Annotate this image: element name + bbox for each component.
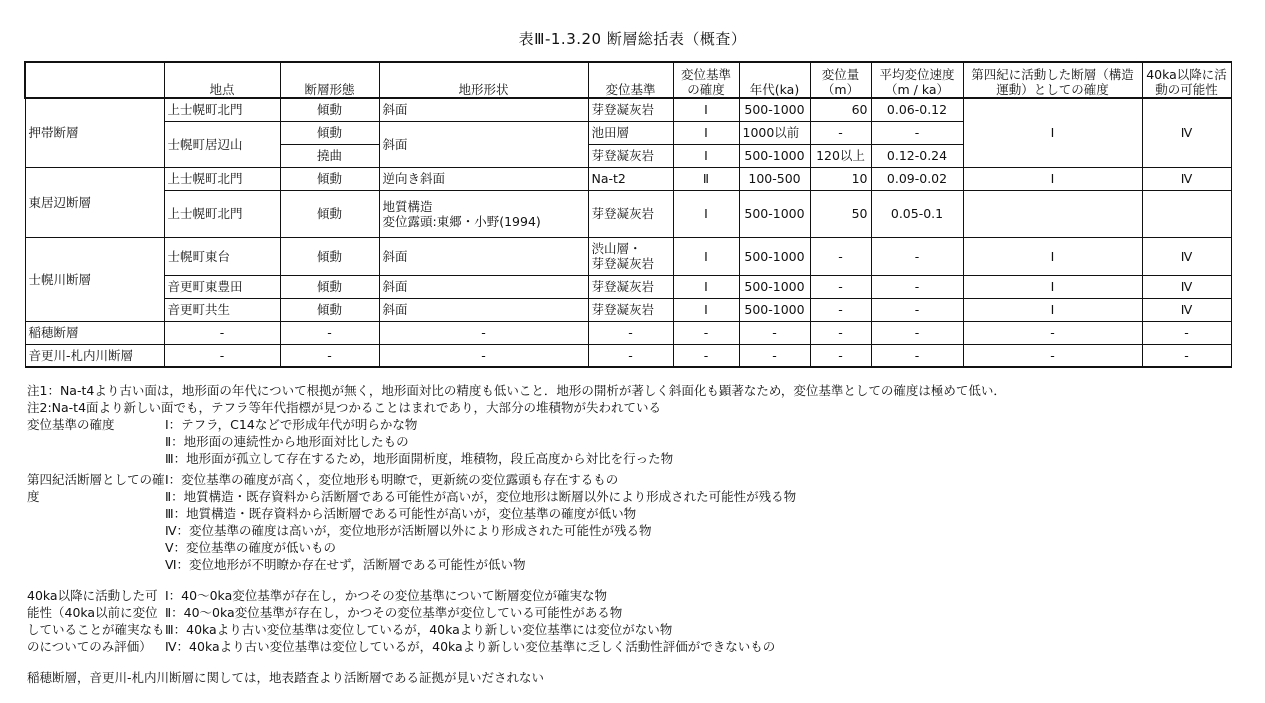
cell-form: 傾動 [280, 98, 379, 121]
cell-displacement: 60 [810, 98, 871, 121]
table-row [25, 321, 1231, 344]
table-row [25, 98, 1231, 121]
cell-form: 傾動 [280, 298, 379, 321]
legend-item: Ⅵ：変位地形が不明瞭か存在せず，活断層である可能性が低い物 [165, 557, 526, 572]
cell-rate: - [871, 121, 963, 144]
cell-rate: - [871, 298, 963, 321]
cell-rate: 0.12-0.24 [871, 144, 963, 167]
header-terrain: 地形形状 [379, 62, 588, 98]
cell-rate: 0.09-0.02 [871, 167, 963, 190]
legend-item: Ⅳ：40kaより古い変位基準は変位しているが，40kaより新しい変位基準に乏しく活動性評価ができないもの [165, 639, 776, 654]
cell-age: 1000以前 [739, 121, 810, 144]
cell-rate: - [871, 321, 963, 344]
cell-point: 音更町東豊田 [164, 275, 280, 298]
cell-certainty: Ⅰ [673, 98, 739, 121]
table-row [25, 298, 1231, 321]
cell-point: - [164, 321, 280, 344]
cell-certainty: Ⅰ [673, 190, 739, 237]
cell-datum: 芽登凝灰岩 [588, 98, 673, 121]
cell-displacement: - [810, 237, 871, 275]
cell-point: - [164, 344, 280, 367]
cell-datum: 芽登凝灰岩 [588, 190, 673, 237]
legend-item: Ⅰ：テフラ，C14などで形成年代が明らかな物 [165, 417, 418, 432]
cell-form: 傾動 [280, 190, 379, 237]
legend-quaternary-label: 第四紀活断層としての確度 [27, 472, 165, 504]
cell-displacement: - [810, 344, 871, 367]
note-2: 注2:Na-t4面より新しい面でも，テフラ等年代指標が見つかることはまれであり，大部分の堆積物が失われている [27, 400, 662, 415]
cell-age: 500-1000 [739, 298, 810, 321]
fault-name-higashiori: 東居辺断層 [25, 167, 164, 237]
cell-certainty: Ⅰ [673, 237, 739, 275]
footer-note: 稲穂断層，音更川-札内川断層に関しては，地表踏査より活断層である証拠が見いだされない [27, 670, 545, 685]
cell-form: 傾動 [280, 237, 379, 275]
cell-terrain: 斜面 [379, 121, 588, 167]
cell-age: 100-500 [739, 167, 810, 190]
legend-item: Ⅳ：変位基準の確度は高いが，変位地形が活断層以外により形成された可能性が残る物 [165, 523, 652, 538]
fault-name-oshiobi: 押帯断層 [25, 98, 164, 167]
legend-item: Ⅱ：40～0ka変位基準が存在し，かつその変位基準が変位している可能性がある物 [165, 605, 623, 620]
cell-terrain: - [379, 344, 588, 367]
table-row [25, 344, 1231, 367]
cell-age: 500-1000 [739, 237, 810, 275]
notes-section [27, 382, 1237, 686]
legend-quaternary [27, 471, 1237, 573]
cell-certainty: Ⅰ [673, 275, 739, 298]
cell-terrain: 斜面 [379, 298, 588, 321]
cell-post40: - [1142, 321, 1231, 344]
cell-post40: Ⅳ [1142, 275, 1231, 298]
cell-terrain: 斜面 [379, 237, 588, 275]
legend-certainty [27, 416, 1237, 467]
legend-item: Ⅱ：地質構造・既存資料から活断層である可能性が高いが，変位地形は断層以外により形成された可能性が残る物 [165, 489, 797, 504]
cell-displacement: - [810, 298, 871, 321]
legend-item: Ⅱ：地形面の連続性から地形面対比したもの [165, 434, 409, 449]
cell-age: 500-1000 [739, 275, 810, 298]
header-rate: 平均変位速度（m / ka） [871, 62, 963, 98]
header-age: 年代(ka) [739, 62, 810, 98]
cell-post40: Ⅳ [1142, 98, 1231, 167]
cell-rate: - [871, 237, 963, 275]
cell-datum [588, 237, 673, 275]
table-title: 表Ⅲ-1.3.20 断層総括表（概査） [518, 30, 747, 48]
fault-name-inaho: 稲穂断層 [25, 321, 164, 344]
header-certainty: 変位基準の確度 [673, 62, 739, 98]
cell-displacement: - [810, 121, 871, 144]
cell-form: 撓曲 [280, 144, 379, 167]
cell-form: - [280, 344, 379, 367]
cell-point: 士幌町東台 [164, 237, 280, 275]
fault-summary-table [24, 61, 1232, 368]
legend-certainty-label: 変位基準の確度 [27, 417, 115, 432]
cell-datum: 芽登凝灰岩 [588, 275, 673, 298]
cell-datum: - [588, 321, 673, 344]
cell-rate: 0.06-0.12 [871, 98, 963, 121]
legend-post40 [27, 587, 1237, 655]
cell-quaternary: Ⅰ [963, 98, 1142, 167]
table-row [25, 237, 1231, 275]
cell-certainty: Ⅰ [673, 144, 739, 167]
cell-datum-line2: 芽登凝灰岩 [591, 256, 655, 271]
cell-quaternary: - [963, 321, 1142, 344]
header-post40: 40ka以降に活動の可能性 [1142, 62, 1231, 98]
cell-post40 [1142, 190, 1231, 237]
cell-terrain: 斜面 [379, 275, 588, 298]
header-form: 断層形態 [280, 62, 379, 98]
cell-datum: 芽登凝灰岩 [588, 298, 673, 321]
cell-datum: 芽登凝灰岩 [588, 144, 673, 167]
table-row [25, 167, 1231, 190]
legend-post40-label: 40ka以降に活動した可能性（40ka以前に変位していることが確実なものについてのみ評価） [27, 588, 165, 654]
legend-item: Ⅴ：変位基準の確度が低いもの [165, 540, 337, 555]
cell-datum: 池田層 [588, 121, 673, 144]
cell-form: - [280, 321, 379, 344]
cell-terrain-line1: 地質構造 [382, 198, 433, 214]
cell-datum: Na-t2 [588, 167, 673, 190]
cell-displacement: 50 [810, 190, 871, 237]
cell-quaternary: - [963, 344, 1142, 367]
note-1: 注1：Na-t4より古い面は，地形面の年代について根拠が無く，地形面対比の精度も低いこと．地形の開析が著しく斜面化も顕著なため，変位基準としての確度は極めて低い． [27, 383, 1006, 398]
cell-quaternary: Ⅰ [963, 275, 1142, 298]
legend-item: Ⅲ：40kaより古い変位基準は変位しているが，40kaより新しい変位基準には変位がない物 [165, 622, 673, 637]
cell-displacement: - [810, 275, 871, 298]
header-fault [25, 62, 164, 98]
cell-post40: - [1142, 344, 1231, 367]
cell-certainty: Ⅰ [673, 121, 739, 144]
cell-age: 500-1000 [739, 98, 810, 121]
cell-terrain: 斜面 [379, 98, 588, 121]
cell-datum: - [588, 344, 673, 367]
cell-age: 500-1000 [739, 144, 810, 167]
cell-terrain: 逆向き斜面 [379, 167, 588, 190]
cell-age: - [739, 321, 810, 344]
cell-certainty: Ⅱ [673, 167, 739, 190]
cell-displacement: 120以上 [810, 144, 871, 167]
legend-item: Ⅰ：40～0ka変位基準が存在し，かつその変位基準について断層変位が確実な物 [165, 588, 607, 603]
cell-form: 傾動 [280, 275, 379, 298]
legend-item: Ⅲ：地質構造・既存資料から活断層である可能性が高いが，変位基準の確度が低い物 [165, 506, 637, 521]
table-row [25, 275, 1231, 298]
header-quaternary: 第四紀に活動した断層（構造運動）としての確度 [963, 62, 1142, 98]
cell-post40: Ⅳ [1142, 237, 1231, 275]
cell-rate: 0.05-0.1 [871, 190, 963, 237]
header-point: 地点 [164, 62, 280, 98]
cell-form: 傾動 [280, 121, 379, 144]
cell-rate: - [871, 344, 963, 367]
header-row [25, 62, 1231, 98]
cell-point: 音更町共生 [164, 298, 280, 321]
cell-post40: Ⅳ [1142, 298, 1231, 321]
cell-age: - [739, 344, 810, 367]
header-displacement: 変位量（m） [810, 62, 871, 98]
fault-name-shihorogawa: 士幌川断層 [25, 237, 164, 321]
cell-point: 上士幌町北門 [164, 190, 280, 237]
cell-terrain: - [379, 321, 588, 344]
legend-item: Ⅲ：地形面が孤立して存在するため，地形面開析度，堆積物，段丘高度から対比を行った物 [165, 451, 674, 466]
cell-age: 500-1000 [739, 190, 810, 237]
cell-certainty: - [673, 344, 739, 367]
header-datum: 変位基準 [588, 62, 673, 98]
cell-certainty: Ⅰ [673, 298, 739, 321]
cell-point: 士幌町居辺山 [164, 121, 280, 167]
table-row [25, 190, 1231, 237]
cell-datum-line1: 渋山層・ [591, 241, 642, 256]
cell-quaternary: Ⅰ [963, 298, 1142, 321]
cell-displacement: 10 [810, 167, 871, 190]
cell-form: 傾動 [280, 167, 379, 190]
cell-point: 上士幌町北門 [164, 98, 280, 121]
cell-displacement: - [810, 321, 871, 344]
cell-quaternary: Ⅰ [963, 237, 1142, 275]
cell-terrain [379, 190, 588, 237]
cell-point: 上士幌町北門 [164, 167, 280, 190]
cell-quaternary [963, 190, 1142, 237]
cell-post40: Ⅳ [1142, 167, 1231, 190]
cell-rate: - [871, 275, 963, 298]
cell-terrain-line2: 変位露頭:東郷・小野(1994) [382, 213, 541, 229]
cell-certainty: - [673, 321, 739, 344]
fault-name-otofuke: 音更川-札内川断層 [25, 344, 164, 367]
legend-item: Ⅰ：変位基準の確度が高く，変位地形も明瞭で，更新統の変位露頭も存在するもの [165, 472, 619, 487]
cell-quaternary: Ⅰ [963, 167, 1142, 190]
